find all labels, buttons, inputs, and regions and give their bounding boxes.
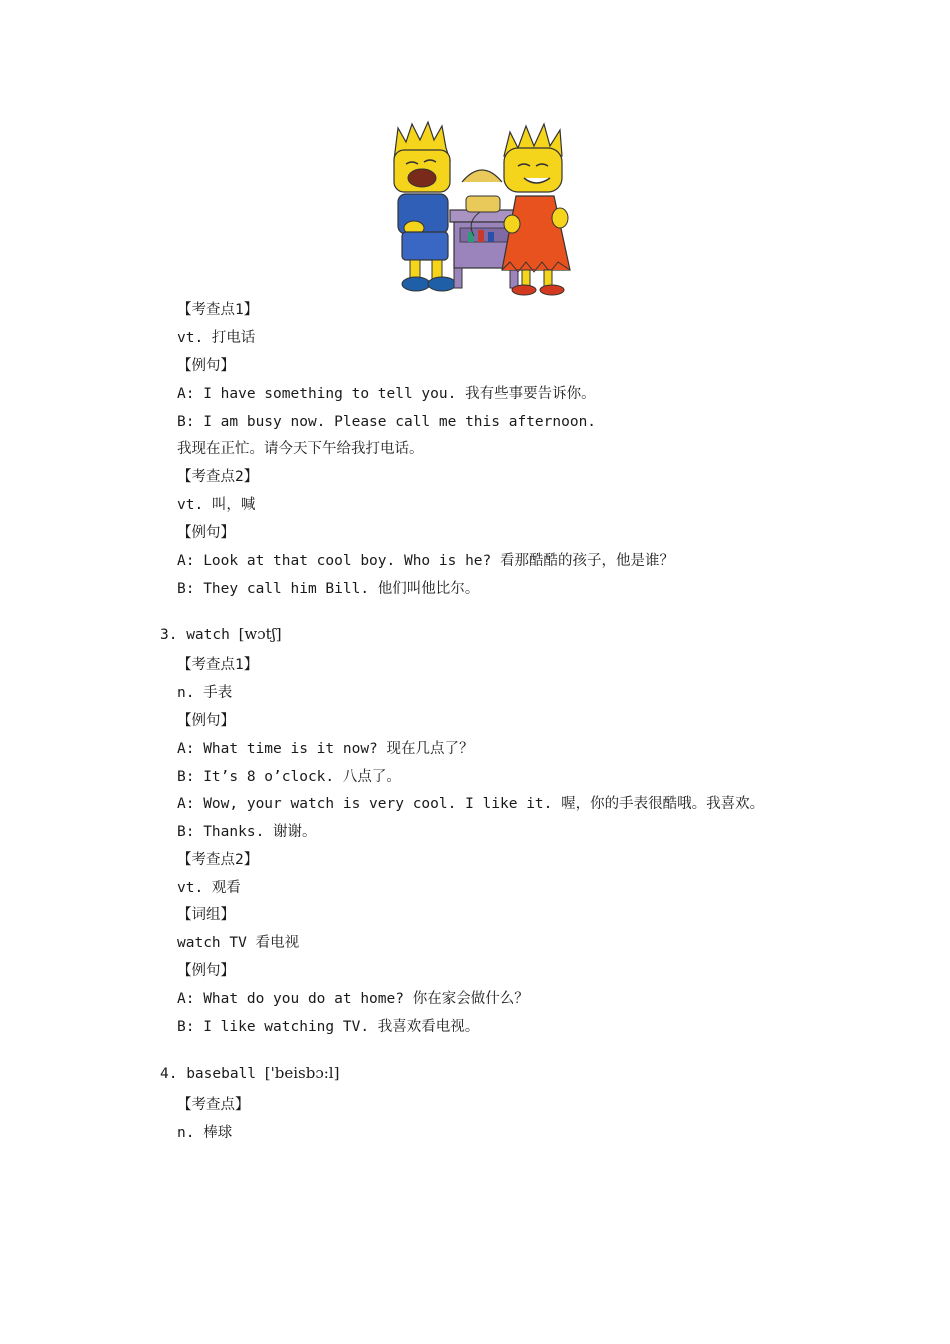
vocab-entry-baseball bbox=[160, 1063, 339, 1084]
example-sentence: A: Look at that cool boy. Who is he? 看那酷酷的孩子，他是谁？ bbox=[177, 553, 674, 569]
section-heading-example: 【例句】 bbox=[177, 525, 235, 541]
section-heading-example: 【例句】 bbox=[177, 358, 235, 374]
section-heading-phrase: 【词组】 bbox=[177, 907, 235, 923]
definition-line: vt. 叫，喊 bbox=[177, 497, 256, 513]
definition-line: n. 手表 bbox=[177, 685, 233, 701]
example-sentence: A: Wow, your watch is very cool. I like it. 喔，你的手表很酷哦。我喜欢。 bbox=[177, 796, 765, 812]
example-sentence: B: I am busy now. Please call me this afternoon. bbox=[177, 414, 597, 430]
example-sentence: B: They call him Bill. 他们叫他比尔。 bbox=[177, 581, 480, 597]
phrase-line: watch TV 看电视 bbox=[177, 935, 300, 951]
example-sentence: A: What time is it now? 现在几点了？ bbox=[177, 741, 474, 757]
example-sentence: B: Thanks. 谢谢。 bbox=[177, 824, 317, 840]
phonetic-transcription: ['beisbɔ:l] bbox=[264, 1064, 340, 1082]
section-heading-test-point-2: 【考查点2】 bbox=[177, 852, 259, 868]
section-heading-test-point: 【考查点】 bbox=[177, 1097, 250, 1113]
section-heading-test-point-1: 【考查点1】 bbox=[177, 657, 259, 673]
section-heading-example: 【例句】 bbox=[177, 713, 235, 729]
vocab-word: 4. baseball bbox=[160, 1066, 257, 1082]
section-heading-test-point-2: 【考查点2】 bbox=[177, 469, 259, 485]
section-heading-test-point-1: 【考查点1】 bbox=[177, 302, 259, 318]
definition-line: n. 棒球 bbox=[177, 1125, 233, 1141]
cartoon-kids-laughing-at-phone-icon bbox=[384, 120, 580, 302]
example-translation: 我现在正忙。请今天下午给我打电话。 bbox=[177, 441, 424, 457]
example-sentence: B: I like watching TV. 我喜欢看电视。 bbox=[177, 1019, 480, 1035]
example-sentence: A: What do you do at home? 你在家会做什么？ bbox=[177, 991, 529, 1007]
example-sentence: B: It’s 8 o’clock. 八点了。 bbox=[177, 769, 401, 785]
phonetic-transcription: [wɔtʃ] bbox=[238, 625, 282, 643]
example-sentence: A: I have something to tell you. 我有些事要告诉你。 bbox=[177, 386, 596, 402]
definition-line: vt. 观看 bbox=[177, 880, 241, 896]
definition-line: vt. 打电话 bbox=[177, 330, 256, 346]
section-heading-example: 【例句】 bbox=[177, 963, 235, 979]
vocab-word: 3. watch bbox=[160, 627, 230, 643]
vocab-entry-watch bbox=[160, 624, 282, 645]
